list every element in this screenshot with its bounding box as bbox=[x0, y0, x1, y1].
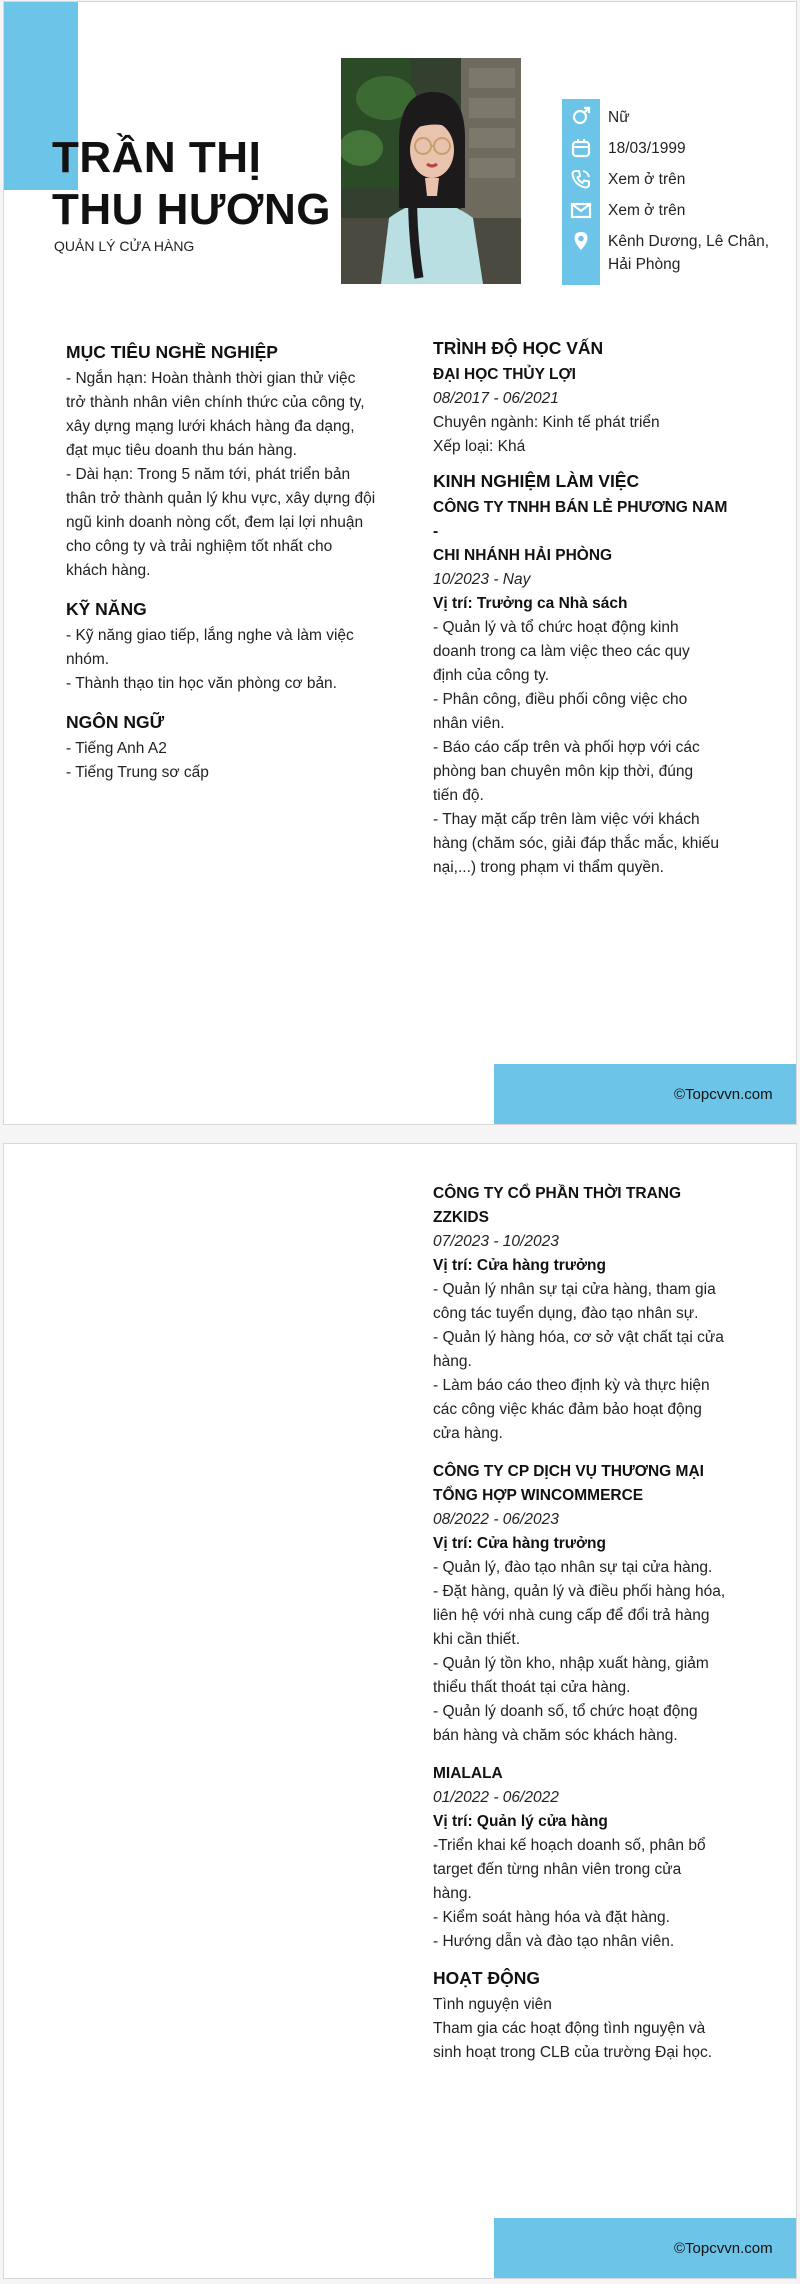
job-line: liên hệ với nhà cung cấp để đổi trả hàng bbox=[433, 1607, 710, 1624]
job-company bbox=[433, 1182, 733, 1230]
address-line-2: Hải Phòng bbox=[608, 256, 681, 273]
experience-title: KINH NGHIỆM LÀM VIỆC bbox=[433, 471, 640, 491]
objective-text bbox=[66, 367, 384, 583]
activity-description bbox=[433, 2017, 733, 2065]
objective-line: - Ngắn hạn: Hoàn thành thời gian thử việc bbox=[66, 370, 356, 387]
skills-line: - Thành thạo tin học văn phòng cơ bản. bbox=[66, 675, 337, 692]
objective-line: xây dựng mạng lưới khách hàng đa dạng, bbox=[66, 418, 355, 435]
job-line: - Làm báo cáo theo định kỳ và thực hiện bbox=[433, 1377, 710, 1394]
activity-line: Tham gia các hoạt động tình nguyện và bbox=[433, 2020, 706, 2037]
phone-icon bbox=[569, 167, 593, 191]
objective-line: thân trở thành quản lý khu vực, xây dựng đội bbox=[66, 490, 376, 507]
education-major: Chuyên ngành: Kinh tế phát triển bbox=[433, 414, 660, 431]
job-line: nại,...) trong phạm vi thẩm quyền. bbox=[433, 859, 664, 876]
job-line: - Quản lý doanh số, tổ chức hoạt động bbox=[433, 1703, 698, 1720]
job-company bbox=[433, 1762, 733, 1786]
job-line: - Quản lý nhân sự tại cửa hàng, tham gia bbox=[433, 1281, 716, 1298]
job-position: Vị trí: Trưởng ca Nhà sách bbox=[433, 595, 628, 612]
education-grade: Xếp loại: Khá bbox=[433, 438, 526, 455]
job-company-line: ZZKIDS bbox=[433, 1209, 489, 1226]
job-line: bán hàng và chăm sóc khách hàng. bbox=[433, 1727, 678, 1744]
activities-title: HOẠT ĐỘNG bbox=[433, 1968, 540, 1988]
job-position: Vị trí: Cửa hàng trưởng bbox=[433, 1257, 606, 1274]
job-line: hàng. bbox=[433, 1885, 472, 1902]
activity-name: Tình nguyện viên bbox=[433, 1996, 552, 2013]
job-line: định của công ty. bbox=[433, 667, 550, 684]
right-column-continued bbox=[433, 1182, 733, 2065]
language-line: - Tiếng Trung sơ cấp bbox=[66, 764, 209, 781]
job-line: target đến từng nhân viên trong cửa bbox=[433, 1861, 682, 1878]
job-line: - Quản lý và tổ chức hoạt động kinh bbox=[433, 619, 679, 636]
location-icon bbox=[569, 229, 593, 253]
job-line: doanh trong ca làm việc theo các quy bbox=[433, 643, 690, 660]
job-company-line: CHI NHÁNH HẢI PHÒNG bbox=[433, 547, 613, 564]
job-line: các công việc khác đảm bảo hoạt động bbox=[433, 1401, 702, 1418]
job-position: Vị trí: Cửa hàng trưởng bbox=[433, 1535, 606, 1552]
job-company-line: TỔNG HỢP WINCOMMERCE bbox=[433, 1487, 644, 1504]
job-line: - Thay mặt cấp trên làm việc với khách bbox=[433, 811, 700, 828]
gender-icon bbox=[569, 104, 593, 128]
contact-birthday: 18/03/1999 bbox=[608, 140, 686, 157]
skills-line: nhóm. bbox=[66, 651, 110, 668]
job-line: - Báo cáo cấp trên và phối hợp với các bbox=[433, 739, 700, 756]
job-line: khi cần thiết. bbox=[433, 1631, 521, 1648]
job-period: 01/2022 - 06/2022 bbox=[433, 1789, 559, 1806]
footer-copyright: ©Topcvvn.com bbox=[674, 2240, 773, 2257]
contact-email: Xem ở trên bbox=[608, 202, 686, 219]
education-period: 08/2017 - 06/2021 bbox=[433, 390, 559, 407]
right-column bbox=[433, 338, 733, 880]
profile-photo-illustration bbox=[341, 58, 521, 284]
name-line-1: TRẦN THỊ bbox=[52, 133, 262, 182]
skills-title: KỸ NĂNG bbox=[66, 599, 147, 619]
job-line: hàng. bbox=[433, 1353, 472, 1370]
job-line: thiểu thất thoát tại cửa hàng. bbox=[433, 1679, 631, 1696]
job-description bbox=[433, 1556, 733, 1748]
job-company-line: CÔNG TY CỔ PHẦN THỜI TRANG bbox=[433, 1185, 682, 1202]
job-company bbox=[433, 496, 733, 568]
address-line-1: Kênh Dương, Lê Chân, bbox=[608, 233, 770, 250]
job-line: - Hướng dẫn và đào tạo nhân viên. bbox=[433, 1933, 675, 1950]
job-description bbox=[433, 1278, 733, 1446]
calendar-icon bbox=[569, 136, 593, 160]
job-line: - Quản lý hàng hóa, cơ sở vật chất tại cửa bbox=[433, 1329, 724, 1346]
job-company-line: CÔNG TY CP DỊCH VỤ THƯƠNG MẠI bbox=[433, 1463, 704, 1480]
name-line-2: THU HƯƠNG bbox=[52, 185, 331, 234]
education-school: ĐẠI HỌC THỦY LỢI bbox=[433, 366, 576, 383]
job-description bbox=[433, 616, 733, 880]
footer-copyright: ©Topcvvn.com bbox=[674, 1086, 773, 1103]
contact-gender: Nữ bbox=[608, 109, 630, 126]
job-line: tiến độ. bbox=[433, 787, 484, 804]
job-company-line: MIALALA bbox=[433, 1765, 503, 1782]
job-line: phòng ban chuyên môn kịp thời, đúng bbox=[433, 763, 694, 780]
contact-address bbox=[608, 230, 769, 276]
left-column bbox=[66, 342, 384, 785]
education-title: TRÌNH ĐỘ HỌC VẤN bbox=[433, 338, 604, 358]
languages-text bbox=[66, 737, 384, 785]
contact-phone: Xem ở trên bbox=[608, 171, 686, 188]
languages-title: NGÔN NGỮ bbox=[66, 712, 165, 732]
job-line: - Quản lý, đào tạo nhân sự tại cửa hàng. bbox=[433, 1559, 713, 1576]
job-line: - Quản lý tồn kho, nhập xuất hàng, giảm bbox=[433, 1655, 709, 1672]
objective-line: cho công ty và trải nghiệm tốt nhất cho bbox=[66, 538, 333, 555]
job-line: - Kiểm soát hàng hóa và đặt hàng. bbox=[433, 1909, 670, 1926]
language-line: - Tiếng Anh A2 bbox=[66, 740, 167, 757]
objective-line: - Dài hạn: Trong 5 năm tới, phát triển bản bbox=[66, 466, 351, 483]
objective-line: trở thành nhân viên chính thức của công ty, bbox=[66, 394, 365, 411]
cv-page-2 bbox=[3, 1143, 797, 2279]
profile-photo bbox=[341, 58, 521, 284]
job-period: 07/2023 - 10/2023 bbox=[433, 1233, 559, 1250]
job-line: - Phân công, điều phối công việc cho bbox=[433, 691, 688, 708]
objective-line: ngũ kinh doanh nòng cốt, đem lại lợi nhuận bbox=[66, 514, 364, 531]
job-period: 10/2023 - Nay bbox=[433, 571, 531, 588]
job-line: công tác tuyển dụng, đào tạo nhân sự. bbox=[433, 1305, 699, 1322]
job-line: -Triển khai kế hoạch doanh số, phân bổ bbox=[433, 1837, 706, 1854]
skills-line: - Kỹ năng giao tiếp, lắng nghe và làm việc bbox=[66, 627, 354, 644]
job-line: - Đặt hàng, quản lý và điều phối hàng hóa, bbox=[433, 1583, 726, 1600]
job-line: nhân viên. bbox=[433, 715, 505, 732]
cv-page-1 bbox=[3, 1, 797, 1125]
activity-line: sinh hoạt trong CLB của trường Đại học. bbox=[433, 2044, 713, 2061]
mail-icon bbox=[569, 198, 593, 222]
job-position: Vị trí: Quản lý cửa hàng bbox=[433, 1813, 608, 1830]
job-line: hàng (chăm sóc, giải đáp thắc mắc, khiếu bbox=[433, 835, 720, 852]
skills-text bbox=[66, 624, 384, 696]
job-line: cửa hàng. bbox=[433, 1425, 503, 1442]
objective-line: đạt mục tiêu doanh thu bán hàng. bbox=[66, 442, 297, 459]
job-company-line: CÔNG TY TNHH BÁN LẺ PHƯƠNG NAM - bbox=[433, 499, 728, 540]
candidate-name bbox=[52, 132, 331, 236]
job-company bbox=[433, 1460, 733, 1508]
job-period: 08/2022 - 06/2023 bbox=[433, 1511, 559, 1528]
job-description bbox=[433, 1834, 733, 1954]
candidate-role: QUẢN LÝ CỬA HÀNG bbox=[54, 238, 195, 254]
objective-line: khách hàng. bbox=[66, 562, 151, 579]
objective-title: MỤC TIÊU NGHỀ NGHIỆP bbox=[66, 342, 278, 362]
